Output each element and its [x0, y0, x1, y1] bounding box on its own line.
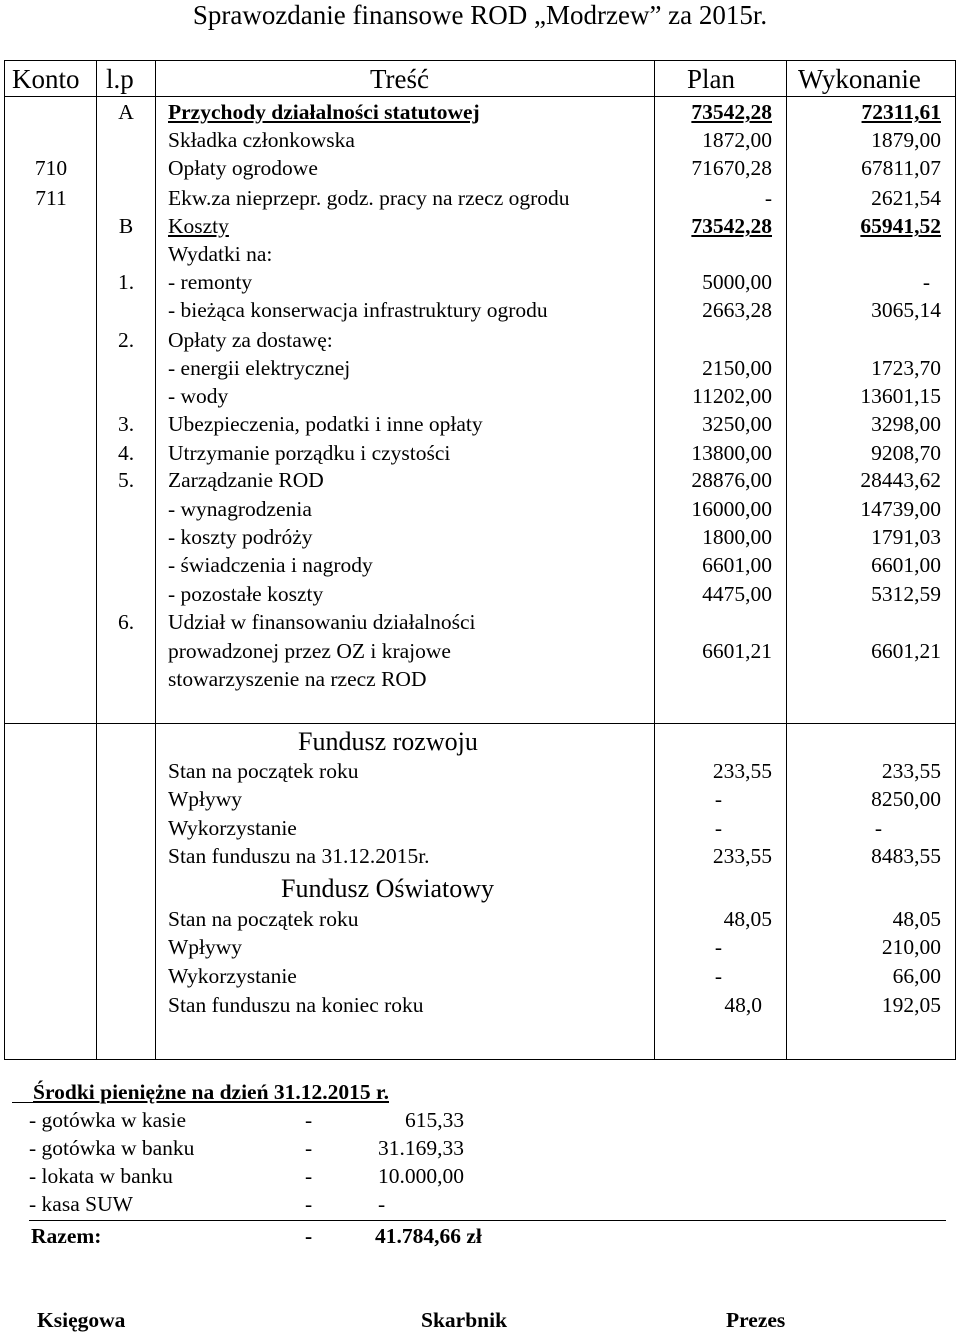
row-wykonanie: 14739,00: [860, 497, 941, 521]
row-tresc: - świadczenia i nagrody: [168, 553, 373, 577]
row-plan: 4475,00: [702, 582, 772, 606]
row-tresc: stowarzyszenie na rzecz ROD: [168, 667, 427, 691]
table-row: [0, 905, 960, 933]
row-wykonanie: 48,05: [892, 907, 941, 931]
row-lp: 6.: [117, 610, 135, 634]
row-plan: 233,55: [712, 844, 772, 868]
row-wykonanie: 3065,14: [871, 298, 941, 322]
srodki-value: 615,33: [405, 1108, 465, 1132]
row-tresc: Wydatki na:: [168, 242, 273, 266]
srodki-dash: -: [305, 1192, 313, 1216]
row-plan: 11202,00: [692, 384, 772, 408]
row-lp: A: [118, 100, 134, 124]
srodki-title-underline-lead: [12, 1102, 34, 1103]
table-row: [0, 382, 960, 410]
row-tresc: - energii elektrycznej: [168, 356, 351, 380]
table-row: [0, 580, 960, 608]
row-tresc: - wody: [168, 384, 229, 408]
row-plan: 48,0: [724, 993, 762, 1017]
row-plan: 73542,28: [691, 214, 772, 238]
header-tresc: Treść: [370, 64, 430, 94]
table-row: [0, 785, 960, 813]
table-row: [0, 154, 960, 182]
row-wykonanie: 1723,70: [871, 356, 941, 380]
table-row: [0, 240, 960, 268]
row-plan: -: [714, 787, 722, 811]
srodki-dash: -: [305, 1164, 313, 1188]
row-wykonanie: 6601,21: [871, 639, 941, 663]
row-tresc: Ubezpieczenia, podatki i inne opłaty: [168, 412, 483, 436]
row-plan: -: [714, 816, 722, 840]
row-tresc: Opłaty za dostawę:: [168, 328, 333, 352]
row-wykonanie: 9208,70: [871, 441, 941, 465]
row-lp: 2.: [117, 328, 135, 352]
row-wykonanie: 1879,00: [871, 128, 941, 152]
srodki-total-divider: [29, 1220, 946, 1221]
srodki-label: - gotówka w kasie: [29, 1108, 187, 1132]
row-tresc: Wpływy: [168, 935, 243, 959]
table-row: [0, 608, 960, 636]
fund-section-divider: [4, 723, 956, 724]
row-wykonanie: 28443,62: [860, 468, 941, 492]
row-tresc: Składka członkowska: [168, 128, 355, 152]
row-plan: 1800,00: [702, 525, 772, 549]
header-wykonanie: Wykonanie: [798, 64, 921, 94]
row-plan: -: [714, 935, 722, 959]
row-plan: 3250,00: [702, 412, 772, 436]
table-row: [0, 410, 960, 438]
row-lp: 1.: [117, 270, 135, 294]
row-plan: 6601,00: [702, 553, 772, 577]
srodki-value: 10.000,00: [378, 1164, 464, 1188]
table-row: [0, 637, 960, 665]
row-wykonanie: 6601,00: [871, 553, 941, 577]
row-tresc: Ekw.za nieprzepr. godz. pracy na rzecz ogrodu: [168, 186, 570, 210]
row-tresc: - bieżąca konserwacja infrastruktury ogrodu: [168, 298, 548, 322]
table-row: [0, 296, 960, 324]
srodki-label: - gotówka w banku: [29, 1136, 195, 1160]
header-lp: l.p: [106, 64, 134, 94]
srodki-total-label: Razem:: [31, 1224, 102, 1248]
row-wykonanie: 1791,03: [871, 525, 941, 549]
table-row: [0, 466, 960, 494]
row-wykonanie: 233,55: [881, 759, 941, 783]
srodki-dash: -: [305, 1136, 313, 1160]
srodki-dash: -: [305, 1108, 313, 1132]
report-title: Sprawozdanie finansowe ROD „Modrzew” za 2015r.: [192, 0, 768, 30]
table-row: [0, 757, 960, 785]
table-row: [0, 354, 960, 382]
row-lp: B: [118, 214, 134, 238]
row-tresc: Zarządzanie ROD: [168, 468, 324, 492]
row-plan: 48,05: [723, 907, 772, 931]
table-row: [0, 523, 960, 551]
row-wykonanie: 2621,54: [871, 186, 941, 210]
row-plan: 71670,28: [691, 156, 772, 180]
row-tresc: Stan na początek roku: [168, 907, 359, 931]
table-row: [0, 268, 960, 296]
table-row: [0, 933, 960, 961]
table-row: [0, 842, 960, 870]
row-plan: 1872,00: [702, 128, 772, 152]
header-konto: Konto: [12, 64, 80, 94]
table-row: [0, 439, 960, 467]
row-tresc: - koszty podróży: [168, 525, 313, 549]
row-wykonanie: 65941,52: [860, 214, 941, 238]
header-plan: Plan: [687, 64, 736, 94]
row-plan: 28876,00: [691, 468, 772, 492]
row-lp: 3.: [117, 412, 135, 436]
table-row: [0, 814, 960, 842]
table-row: [0, 991, 960, 1019]
row-plan: -: [714, 964, 722, 988]
table-row: [0, 98, 960, 126]
row-konto: 711: [35, 186, 67, 210]
row-wykonanie: -: [874, 816, 882, 840]
row-tresc: Stan funduszu na koniec roku: [168, 993, 424, 1017]
row-tresc: Opłaty ogrodowe: [168, 156, 318, 180]
signature-skarbnik: Skarbnik: [421, 1308, 508, 1332]
row-tresc: Stan funduszu na 31.12.2015r.: [168, 844, 430, 868]
table-row: [0, 495, 960, 523]
header-divider: [4, 96, 956, 97]
row-tresc: Koszty: [168, 214, 229, 238]
row-tresc: Wykorzystanie: [168, 964, 297, 988]
table-row: [0, 212, 960, 240]
srodki-label: - kasa SUW: [29, 1192, 133, 1216]
row-wykonanie: -: [922, 270, 930, 294]
signature-prezes: Prezes: [726, 1308, 786, 1332]
row-plan: 2150,00: [702, 356, 772, 380]
row-plan: 2663,28: [702, 298, 772, 322]
table-row: [0, 184, 960, 212]
fundusz-oswiatowy-title: Fundusz Oświatowy: [281, 874, 495, 903]
row-tresc: Utrzymanie porządku i czystości: [168, 441, 451, 465]
fundusz-rozwoju-title: Fundusz rozwoju: [298, 727, 478, 756]
srodki-label: - lokata w banku: [29, 1164, 173, 1188]
row-tresc: - wynagrodzenia: [168, 497, 312, 521]
row-plan: -: [764, 186, 772, 210]
table-row: [0, 665, 960, 693]
row-wykonanie: 192,05: [881, 993, 941, 1017]
row-lp: 4.: [117, 441, 135, 465]
srodki-total-dash: -: [305, 1224, 313, 1248]
row-wykonanie: 72311,61: [861, 100, 941, 124]
table-row: [0, 551, 960, 579]
signature-ksiegowa: Księgowa: [37, 1308, 126, 1332]
srodki-total-value: 41.784,66 zł: [375, 1224, 482, 1248]
srodki-value: 31.169,33: [378, 1136, 464, 1160]
row-plan: 16000,00: [691, 497, 772, 521]
row-plan: 5000,00: [702, 270, 772, 294]
row-plan: 73542,28: [691, 100, 772, 124]
row-plan: 6601,21: [702, 639, 772, 663]
row-tresc: - pozostałe koszty: [168, 582, 324, 606]
row-tresc: Wykorzystanie: [168, 816, 297, 840]
row-plan: 13800,00: [691, 441, 772, 465]
row-tresc: Stan na początek roku: [168, 759, 359, 783]
srodki-value: -: [378, 1192, 386, 1216]
row-tresc: prowadzonej przez OZ i krajowe: [168, 639, 451, 663]
table-row: [0, 326, 960, 354]
row-tresc: Przychody działalności statutowej: [168, 100, 480, 124]
row-wykonanie: 66,00: [892, 964, 941, 988]
row-plan: 233,55: [712, 759, 772, 783]
row-wykonanie: 3298,00: [871, 412, 941, 436]
row-konto: 710: [34, 156, 68, 180]
row-wykonanie: 67811,07: [861, 156, 941, 180]
row-tresc: Udział w finansowaniu działalności: [168, 610, 476, 634]
row-wykonanie: 13601,15: [860, 384, 941, 408]
row-tresc: - remonty: [168, 270, 253, 294]
row-wykonanie: 8483,55: [871, 844, 941, 868]
srodki-title: Środki pieniężne na dzień 31.12.2015 r.: [33, 1080, 389, 1104]
row-wykonanie: 8250,00: [871, 787, 941, 811]
table-row: [0, 126, 960, 154]
row-tresc: Wpływy: [168, 787, 243, 811]
table-row: [0, 962, 960, 990]
row-wykonanie: 5312,59: [871, 582, 941, 606]
row-wykonanie: 210,00: [881, 935, 941, 959]
row-lp: 5.: [117, 468, 135, 492]
